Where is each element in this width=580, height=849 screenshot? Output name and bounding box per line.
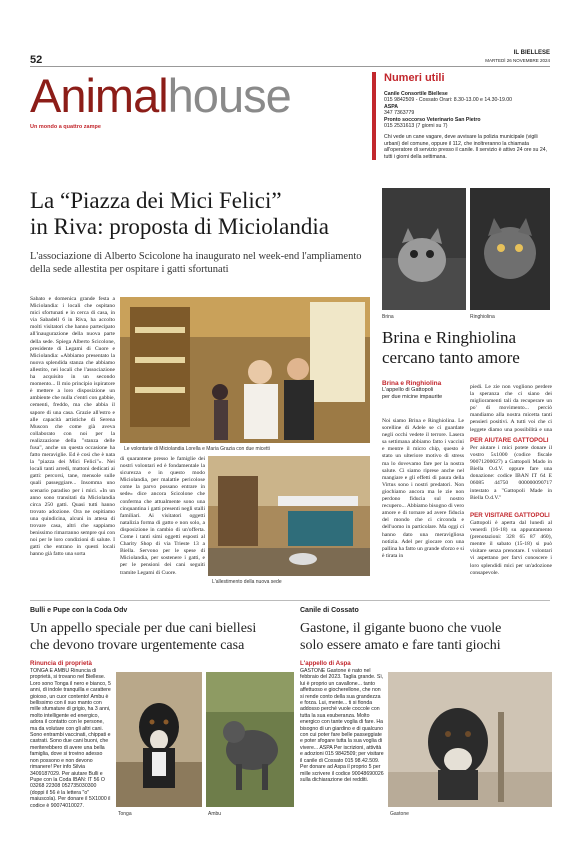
brina-headline xyxy=(382,328,552,368)
section-title xyxy=(30,71,291,121)
brina-kicker-sub2: per due micine impaurite xyxy=(382,394,443,400)
numeri-utili-list xyxy=(384,91,554,160)
aspa-box-heading: L'appello di Aspa xyxy=(300,660,351,667)
gastone-section-label: Canile di Cossato xyxy=(300,607,359,614)
brina-headline-line2: cercano tanto amore xyxy=(382,348,520,367)
bulli-box-heading: Rinuncia di proprietà xyxy=(30,660,92,667)
ringhiolina-caption: Ringhiolina xyxy=(470,314,495,320)
tonga-photo xyxy=(116,672,202,807)
section-title-animal: Animal xyxy=(30,69,168,122)
header-rule xyxy=(30,66,550,67)
numeri-utili-note: Chi vede un cane vagare, deve avvisare la polizia municipale (vigili urbani) del comune, oppure il 112, che inoltreranno la chiamata all'operatore di servizio presso il canile. Il servizio è attivo 24 ore su 24, tutti i giorni della settimana. xyxy=(384,134,548,160)
gattopoli-help-text: Per aiutare i mici potete donare il vostro 5x1000 (codice fiscale 90071200027) a Gattopoli Mado in Biella O.d.V. oppure fare una donazione: codice IBAN IT 64 E 06085 44750 000000090717 intestato a "Gattopoli Made in Biella O.d.V." xyxy=(470,445,552,501)
numeri-utili-bar xyxy=(372,72,376,160)
newspaper-name: IL BIELLESE xyxy=(513,50,550,56)
gastone-photo xyxy=(388,672,552,807)
bulli-box-text: TONGA E AMBU Rinuncia di proprietà, si trovano nel Biellese. Loro sono Tonga il nero e bianco, 5 anni, di indole tranquilla e carattere gioioso, un cuor contento! Ambu è bellissimo con il suo manto con mille sfumature di grigio, ha 3 anni, molto intelligente ed energico, adora il contatto con le persone, ma da volutare con gli altri cani. Sono entrambi vaccinati, chippati e castrati. Sono due cani buoni, che meriterebbero di avere una bella famiglia, dove si trovino adesso non possono e non devono rimanere! Per info Silvia 3409187029. Per aiutare Bulli e Pupe con la Coda IBAN: IT 56 O 03268 22308 052735030300 (doppi il 56 è la lettera "o" maiuscola). Per donare il 5X1000 il codice è 90074010027. xyxy=(30,668,111,809)
contact-vet-phone: 015 2531613 (7 giorni su 7) xyxy=(384,123,448,130)
gastone-headline-line1: Gastone, il gigante buono che vuole xyxy=(300,621,502,636)
bulli-headline xyxy=(30,620,295,654)
contact-canile: Canile Consortile Biellese xyxy=(384,91,448,97)
main-article-col2: di quarantene presso le famiglie dei nostri volontari ed è fondamentale la sicurezza e in questo modo Miciolandia, per malattie pericolose come la parvo possano entrare in sede» dice ancora Scicolone che conferma che attualmente sono una cinquantina i gatti presenti negli stalli familiari. Ai visitatori oggetti natalizia forma di gatto e non solo, a disposizione in cambio di un'offerta. Come i tanti simi oggetti esposti al Charity Shop di via Trieste 13 a Biella. Servono per le spese di Miciolandia, per sostenere i gatti, e per le pensioni dei cani seguiti tramite Legami di Cuore. xyxy=(120,456,205,576)
gastone-headline-line2: solo essere amato e fare tanti giochi xyxy=(300,638,501,653)
bulli-section-label: Bulli e Pupe con la Coda Odv xyxy=(30,607,128,614)
brina-article-col2: piedi. Le zie non vogliono perdere la speranza che ci siano dei miglioramenti tali da recuperare un po' di movimento... perciò mandiamo alla nostra micetta tanti pensieri positivi. A tutti voi che ci leggete diamo una possibilità e una xyxy=(470,384,552,433)
gattopoli-visit-heading: PER VISITARE GATTOPOLI xyxy=(470,512,550,519)
brina-kicker xyxy=(382,380,462,401)
bulli-headline-line2: che devono trovare urgentemente casa xyxy=(30,638,245,653)
main-headline-line1: La “Piazza dei Mici Felici” xyxy=(30,188,282,213)
bulli-headline-line1: Un appello speciale per due cani biellesi xyxy=(30,621,257,636)
brina-article-col1: Noi siamo Brina e Ringhiolina. Le sorelline di Adele se ci guardate negli occhi vedete il terrore. Lasera sa settimana abbiamo fatto i vaccini e mentre il micro chip, questo è stato un ulteriore motivo di stress ma lo dovevamo fare per la nostra salute. Ci siamo riprese anche nel mangiare e gli effetti di paura della Virtus sono i nostri predatori. Non giochiamo ancora ma le zie non perdono fiducia sul nostro recupero... Abbiamo bisogno di vero amore e di tornare ad avere fiducia del mondo che ci circonda e dell'uomo in particolare. Ma oggi ci hanno dato una meravigliosa notizia. Adel per giocare con una pallina ha fatto un grande sforzo e si è tirata in xyxy=(382,418,464,559)
brina-kicker-sub1: L'appello di Gattopoli xyxy=(382,387,434,393)
main-headline xyxy=(30,188,370,240)
page-number: 52 xyxy=(30,54,43,66)
main-subhead: L'associazione di Alberto Scicolone ha inaugurato nel week-end l'ampliamento della sede allestita per ospitare i gatti sfortunati xyxy=(30,251,362,275)
gastone-caption: Gastone xyxy=(390,811,409,817)
new-sede-photo xyxy=(208,456,370,576)
gattopoli-help-box xyxy=(470,437,552,507)
brina-kicker-title: Brina e Ringhiolina xyxy=(382,380,442,387)
section-title-house: house xyxy=(167,69,291,122)
gastone-headline xyxy=(300,620,552,654)
gattopoli-help-heading: PER AIUTARE GATTOPOLI xyxy=(470,437,549,444)
issue-date: MARTEDÌ 26 NOVEMBRE 2024 xyxy=(485,58,550,63)
bulli-box xyxy=(30,660,112,816)
main-headline-line2: in Riva: proposta di Miciolandia xyxy=(30,214,329,239)
ambu-photo xyxy=(206,672,294,807)
ambu-caption: Ambu xyxy=(208,811,222,817)
brina-photo xyxy=(382,188,466,310)
brina-headline-line1: Brina e Ringhiolina xyxy=(382,328,517,347)
miciolandia-volunteers-photo xyxy=(120,297,370,443)
tonga-caption: Tonga xyxy=(118,811,132,817)
contact-canile-hours: 015 9842509 - Cossato Orari: 8.30-13.00 e 14.30-19.00 xyxy=(384,97,513,104)
bottom-divider xyxy=(30,600,550,601)
ringhiolina-photo xyxy=(470,188,550,310)
photo2-caption: L'allestimento della nuova sede xyxy=(212,579,282,585)
brina-caption: Brina xyxy=(382,314,394,320)
aspa-box xyxy=(300,660,384,813)
contact-vet: Pronto soccorso Veterinario San Pietro xyxy=(384,116,481,123)
main-article-col1: Sabato e domenica grande festa a Miciolandia: i locali che ospitano mici sfortunati e in cerca di casa, in via Sabadell 6 in Riva, ha accolto molti visitatori che hanno partecipato all'inaugurazione della nuova parte della sede. Spiega Alberto Scicolone, presidente di Legami di Cuore e Miciolandia: «Abbiamo presentato la nuova splendida stanza che abbiamo allestito, nei locali che l'associazione ha acquisito in un secondo momento... Il mio principio ispiratore è mettere a loro disposizione un ambiente che nulla c'entri con gabbie, cementi, freddo, ma che abbia il sapore di una casa. Grazie all'estro e alle capacità artistiche di Serena Muscon che come già aveva collaborato con noi per la realizzazione della "stanza delle fusa", anche un questa occasione ha fatto meraviglie. Ed è così che è nata la "piazza dei Mici Felici"». Nei locali tanti arredi, mattoni dedicati ai gatti: percorsi, tane, mensole sulle quali passeggiare... Insomma uno scenario paradiso per i mici. «In un anno sono transitati da Miciolandia circa 250 gatti. Quasi tutti hanno trovato adozione. Ora ne ospitiamo una quindicina, alcuni in attesa di trovare casa, altri che sappiamo benissimo rimarranno sempre qui con noi per le loro condizioni di salute. I gatti che entrano in questi locali hanno già fatto una sorta xyxy=(30,296,115,558)
contact-aspa: ASPA xyxy=(384,103,399,110)
gattopoli-visit-text: Gattopoli è aperta dal lunedì al venerdì (16-18) su appuntamento (prenotazioni: 328 65 87 460), mentre il sabato (15-18) si può visitare senza prenotare. I volontari vi aspettano per farvi conoscere i loro splendidi mici per un'adozione consapevole. xyxy=(470,520,552,576)
photo1-caption: Le volontarie di Miciolandia Lorella e Maria Grazia con due micetti xyxy=(124,446,270,452)
section-tagline: Un mondo a quattro zampe xyxy=(30,124,101,130)
numeri-utili-title: Numeri utili xyxy=(384,72,445,84)
contact-aspa-phone: 347 7363779 xyxy=(384,110,415,117)
gattopoli-visit-box xyxy=(470,512,552,588)
aspa-box-text: GASTONE Gastone è nato nel febbraio del 2023. Taglia grande. Sì, lui è proprio un cavallone... tanto affettuoso e giocherellone, che non si rende conto della sua grandezza e forza. Lui, mente... ti si fionda addosso perché vuole coccole con tutta la sua esuberanza. Molto energico con tante voglia di fare. Ha bisogno di un giardino e di qualcuno con cui poter fare belle passeggiate e poter sfogare tutta la sua voglia di vivere... ASPA Per iscrizioni, attività e adozioni 015 9842509; per visitare il canile di Cossato 015 98.42.509. Per donare ad Aspa il proprio 5 per mille scrivere il codice 90048690026 sulla dichiarazione dei redditi. xyxy=(300,668,384,783)
